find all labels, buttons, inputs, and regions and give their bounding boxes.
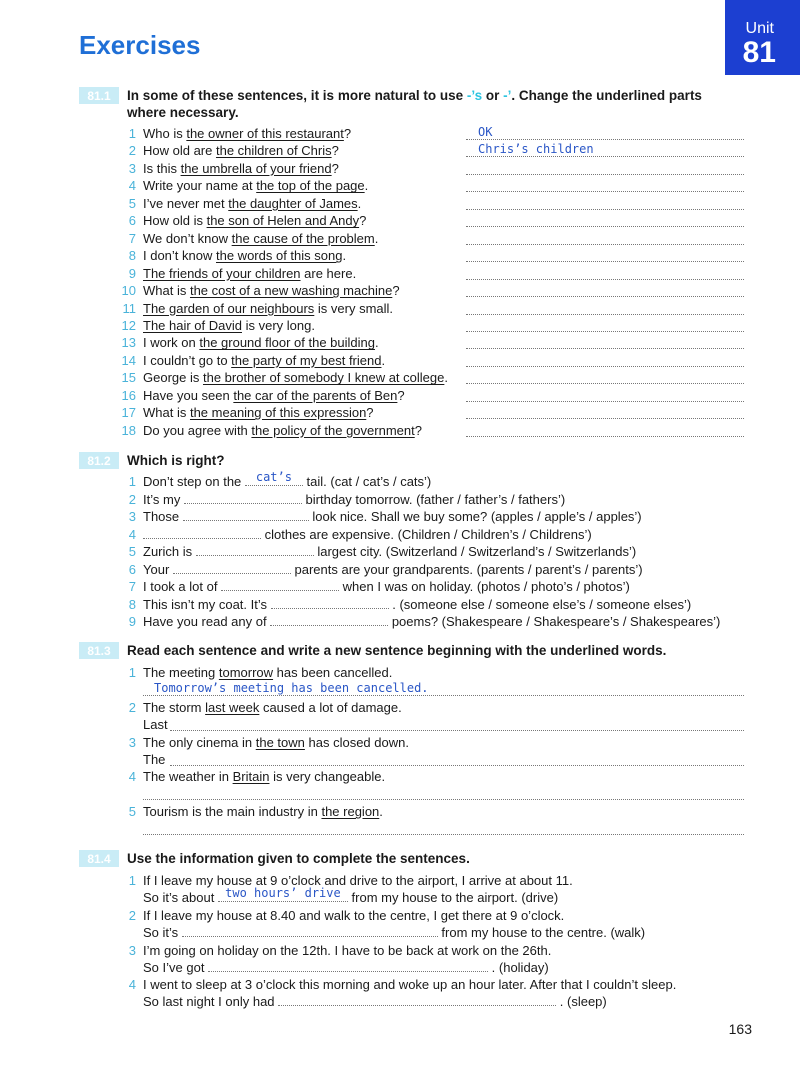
- answer-field[interactable]: [170, 753, 744, 766]
- item-number: 3: [128, 734, 136, 750]
- underlined-phrase: last week: [205, 699, 260, 715]
- exercise-item: [118, 664, 392, 681]
- item-text: clothes are expensive. (Children / Children’s / Childrens’): [261, 526, 592, 542]
- underlined-phrase: the cost of a new washing machine: [189, 283, 393, 299]
- underlined-phrase: the car of the parents of Ben: [233, 387, 398, 403]
- item-text: is very long.: [242, 317, 315, 333]
- item-text: Write your name at: [143, 178, 257, 194]
- start-word: Last: [143, 716, 168, 732]
- item-text: from my house to the centre. (walk): [437, 924, 646, 940]
- exercise-number-badge: 81.1: [79, 87, 119, 104]
- answer-field[interactable]: [466, 161, 744, 175]
- answer-field[interactable]: [466, 178, 744, 192]
- item-text: I don’t know: [143, 248, 216, 264]
- answer-field[interactable]: [466, 196, 744, 210]
- exercise-item: [118, 768, 385, 785]
- underlined-phrase: the cause of the problem: [231, 230, 375, 246]
- underlined-phrase: the party of my best friend: [231, 352, 382, 368]
- underlined-phrase: The hair of David: [143, 317, 242, 333]
- answer-blank[interactable]: [184, 491, 302, 504]
- exercise-item: [118, 177, 368, 194]
- item-number: 17: [121, 405, 136, 421]
- item-text: ?: [414, 422, 422, 438]
- answer-start: [143, 751, 165, 768]
- answer-blank[interactable]: [143, 526, 261, 539]
- item-number: 8: [128, 248, 136, 264]
- exercise-number-badge: 81.3: [79, 642, 119, 659]
- item-number: 13: [121, 335, 136, 351]
- answer-blank[interactable]: [245, 470, 303, 486]
- exercise-item: [118, 596, 691, 613]
- item-text: ?: [343, 126, 352, 141]
- item-number: 9: [128, 265, 136, 281]
- item-text: birthday tomorrow. (father / father’s / fathers’): [301, 491, 566, 507]
- exercise-item: [118, 247, 346, 264]
- exercise-item: [118, 265, 356, 282]
- answer-field[interactable]: [466, 301, 744, 315]
- exercise-item-line: [143, 924, 645, 941]
- exercise-item-line: [143, 886, 559, 906]
- item-number: 2: [128, 907, 136, 923]
- exercise-item: [118, 369, 448, 386]
- answer-text: Tomorrow’s meeting has been cancelled.: [154, 681, 429, 695]
- item-text: Tourism is the main industry in: [143, 804, 322, 820]
- item-text: .: [381, 352, 386, 368]
- item-text: ?: [366, 405, 374, 421]
- exercise-item: [118, 352, 385, 369]
- item-text: parents are your grandparents. (parents / parent’s / parents’): [290, 561, 643, 577]
- item-text: I’m going on holiday on the 12th. I have to be back at work on the 26th.: [143, 942, 552, 958]
- item-text: Who is: [143, 126, 187, 141]
- item-text: So last night I only had: [143, 994, 279, 1010]
- answer-blank[interactable]: [182, 924, 438, 937]
- answer-text: cat’s: [255, 470, 292, 484]
- answer-field[interactable]: [466, 370, 744, 384]
- item-number: 1: [128, 873, 136, 888]
- exercise-item: [118, 526, 592, 543]
- item-text: .: [357, 195, 362, 211]
- item-text: It’s my: [143, 491, 184, 507]
- item-text: is very changeable.: [269, 769, 386, 785]
- item-text: tail. (cat / cat’s / cats’): [302, 474, 432, 489]
- item-number: 1: [128, 126, 136, 141]
- exercise-item: [118, 470, 432, 490]
- item-number: 3: [128, 160, 136, 176]
- exercise-item: [118, 578, 630, 595]
- answer-field[interactable]: [466, 283, 744, 297]
- item-number: 8: [128, 596, 136, 612]
- answer-field[interactable]: [143, 787, 744, 800]
- item-number: 11: [122, 300, 136, 316]
- unit-badge: [725, 0, 800, 75]
- exercise-item: [118, 491, 565, 508]
- item-text: ?: [331, 160, 339, 176]
- item-text: .: [374, 230, 379, 246]
- item-number: 2: [128, 699, 136, 715]
- exercise-item: [118, 803, 383, 820]
- exercise-item: [118, 300, 393, 317]
- exercise-item: [118, 160, 339, 177]
- underlined-phrase: the daughter of James: [228, 195, 358, 211]
- item-number: 7: [128, 579, 136, 594]
- exercise-item: [118, 404, 374, 421]
- underlined-phrase: the policy of the government: [251, 422, 415, 438]
- item-text: I work on: [143, 335, 200, 351]
- unit-number: 81: [742, 36, 776, 69]
- item-text: ?: [331, 143, 339, 159]
- item-number: 18: [121, 422, 136, 438]
- underlined-phrase: the children of Chris: [215, 143, 332, 159]
- item-text: look nice. Shall we buy some? (apples / apple’s / apples’): [308, 509, 642, 524]
- exercise-item: [118, 125, 351, 142]
- item-text: has closed down.: [304, 734, 409, 750]
- item-text: The storm: [143, 699, 206, 715]
- item-text: I couldn’t go to: [143, 352, 232, 368]
- exercise-item: [118, 142, 339, 159]
- item-number: 5: [128, 804, 136, 820]
- answer-field[interactable]: [466, 231, 744, 245]
- answer-field[interactable]: [466, 353, 744, 367]
- exercise-item: [118, 543, 636, 560]
- item-number: 4: [128, 178, 136, 194]
- underlined-phrase: The garden of our neighbours: [143, 300, 315, 316]
- exercise-item: [118, 212, 366, 229]
- item-number: 4: [128, 769, 136, 785]
- item-text: What is: [143, 405, 190, 421]
- item-number: 16: [121, 387, 136, 403]
- answer-text: two hours’ drive: [225, 886, 341, 900]
- exercise-instruction: Which is right?: [127, 453, 225, 468]
- exercise-item: [118, 976, 676, 993]
- item-text: Do you agree with: [143, 422, 252, 438]
- exercise-item: [118, 734, 409, 751]
- answer-blank[interactable]: [218, 886, 348, 902]
- exercise-item: [118, 942, 551, 959]
- answer-blank[interactable]: [271, 596, 389, 609]
- item-number: 3: [128, 942, 136, 958]
- answer-field[interactable]: [466, 423, 744, 437]
- item-text: What is: [143, 283, 190, 299]
- item-text: Have you seen: [143, 387, 234, 403]
- item-number: 14: [121, 352, 136, 368]
- item-text: from my house to the airport. (drive): [347, 890, 559, 905]
- item-text: So it’s about: [143, 890, 218, 905]
- answer-blank[interactable]: [221, 578, 339, 591]
- item-text: I took a lot of: [143, 579, 222, 594]
- answer-blank[interactable]: [196, 543, 314, 556]
- item-text: caused a lot of damage.: [259, 699, 402, 715]
- underlined-phrase: the town: [255, 734, 305, 750]
- answer-blank[interactable]: [183, 508, 309, 521]
- item-text: If I leave my house at 8.40 and walk to the centre, I get there at 9 o’clock.: [143, 907, 565, 923]
- item-number: 9: [128, 614, 136, 629]
- item-text: If I leave my house at 9 o’clock and drive to the airport, I arrive at about 11.: [143, 873, 573, 888]
- underlined-phrase: Britain: [232, 769, 270, 785]
- exercise-instruction: Read each sentence and write a new sentence beginning with the underlined words.: [127, 643, 667, 658]
- item-text: I went to sleep at 3 o’clock this morning and woke up an hour later. After that I couldn’t sleep.: [143, 977, 677, 993]
- answer-field[interactable]: [466, 318, 744, 332]
- answer-field[interactable]: Chris’s children: [466, 143, 744, 157]
- item-text: is very small.: [314, 300, 394, 316]
- item-text: . (sleep): [556, 994, 607, 1010]
- exercise-item: [118, 195, 361, 212]
- underlined-phrase: the region: [321, 804, 380, 820]
- item-text: .: [375, 335, 379, 351]
- item-text: Is this: [143, 160, 181, 176]
- answer-blank[interactable]: [270, 613, 388, 626]
- answer-blank[interactable]: [208, 959, 488, 972]
- item-number: 4: [128, 526, 136, 542]
- answer-field[interactable]: [466, 405, 744, 419]
- answer-field[interactable]: [466, 388, 744, 402]
- underlined-phrase: the meaning of this expression: [189, 405, 367, 421]
- item-text: Your: [143, 561, 173, 577]
- underlined-phrase: the umbrella of your friend: [180, 160, 332, 176]
- underlined-phrase: the brother of somebody I knew at college: [202, 370, 445, 386]
- exercise-item: [118, 699, 402, 716]
- answer-field[interactable]: [143, 822, 744, 835]
- exercise-item: [118, 282, 400, 299]
- exercise-item: [118, 387, 405, 404]
- exercise-number-badge: 81.2: [79, 452, 119, 469]
- item-text: largest city. (Switzerland / Switzerland’s / Switzerlands’): [313, 544, 637, 559]
- item-text: .: [364, 178, 369, 194]
- item-number: 1: [128, 474, 136, 489]
- item-text: How old is: [143, 213, 207, 229]
- item-number: 3: [128, 509, 136, 524]
- exercise-item: [118, 317, 315, 334]
- item-text: .: [342, 248, 347, 264]
- unit-label: Unit: [745, 20, 774, 37]
- item-text: ?: [359, 213, 367, 229]
- item-text: .: [444, 370, 448, 386]
- exercise-item: [118, 561, 643, 578]
- underlined-phrase: the words of this song: [216, 248, 343, 264]
- underlined-phrase: the owner of this restaurant: [186, 126, 344, 141]
- item-text: George is: [143, 370, 203, 386]
- item-text: Those: [143, 509, 183, 524]
- start-word: The: [143, 751, 166, 767]
- item-number: 2: [128, 491, 136, 507]
- answer-field[interactable]: [466, 248, 744, 262]
- item-number: 6: [128, 213, 136, 229]
- item-text: when I was on holiday. (photos / photo’s / photos’): [339, 579, 630, 594]
- underlined-phrase: The friends of your children: [143, 265, 301, 281]
- item-text: . (holiday): [488, 959, 549, 975]
- answer-blank[interactable]: [173, 561, 291, 574]
- item-number: 7: [128, 230, 136, 246]
- answer-field[interactable]: [170, 718, 744, 731]
- item-text: Zurich is: [143, 544, 196, 559]
- item-number: 15: [121, 370, 136, 386]
- item-text: So it’s: [143, 924, 182, 940]
- item-text: This isn’t my coat. It’s: [143, 596, 271, 612]
- item-number: 2: [128, 143, 136, 159]
- item-number: 10: [121, 283, 136, 299]
- exercise-item: [118, 508, 642, 525]
- exercise-item: [118, 230, 378, 247]
- answer-field[interactable]: [466, 266, 744, 280]
- item-text: I’ve never met: [143, 195, 229, 211]
- item-text: How old are: [143, 143, 216, 159]
- item-number: 12: [121, 317, 136, 333]
- exercise-item: [118, 907, 564, 924]
- answer-start: [143, 716, 168, 733]
- underlined-phrase: the son of Helen and Andy: [206, 213, 360, 229]
- answer-field[interactable]: OK: [466, 126, 744, 140]
- item-text: ?: [397, 387, 405, 403]
- item-text: The weather in: [143, 769, 233, 785]
- item-number: 4: [128, 977, 136, 993]
- exercise-instruction: Use the information given to complete the sentences.: [127, 851, 470, 866]
- exercise-item: [118, 334, 379, 351]
- exercise-item: [118, 613, 720, 630]
- item-number: 1: [128, 665, 136, 680]
- page-number: 163: [728, 1021, 752, 1037]
- item-text: ?: [392, 283, 400, 299]
- underlined-phrase: the ground floor of the building: [199, 335, 375, 351]
- item-text: The only cinema in: [143, 734, 256, 750]
- exercise-item: [118, 422, 422, 439]
- item-text: So I’ve got: [143, 959, 209, 975]
- item-text: poems? (Shakespeare / Shakespeare’s / Shakespeares’): [388, 614, 721, 629]
- answer-field[interactable]: [466, 335, 744, 349]
- answer-field[interactable]: [466, 213, 744, 227]
- underlined-phrase: the top of the page: [256, 178, 365, 194]
- answer-blank[interactable]: [278, 993, 556, 1006]
- exercise-item-line: [143, 959, 549, 976]
- page-title: Exercises: [79, 30, 201, 60]
- exercise-number-badge: 81.4: [79, 850, 119, 867]
- item-text: are here.: [300, 265, 357, 281]
- item-number: 6: [128, 561, 136, 577]
- item-text: Have you read any of: [143, 614, 271, 629]
- item-number: 5: [128, 544, 136, 559]
- exercise-instruction: In some of these sentences, it is more natural to use -’s or -’. Change the underlined parts where necessary.: [127, 88, 702, 120]
- item-text: Don’t step on the: [143, 474, 245, 489]
- item-text: The meeting: [143, 665, 219, 680]
- item-text: . (someone else / someone else’s / someone elses’): [388, 596, 692, 612]
- exercise-item-line: [143, 993, 607, 1010]
- underlined-phrase: tomorrow: [218, 665, 274, 680]
- item-text: .: [379, 804, 383, 820]
- item-number: 5: [128, 195, 136, 211]
- item-text: has been cancelled.: [273, 665, 393, 680]
- item-text: We don’t know: [143, 230, 232, 246]
